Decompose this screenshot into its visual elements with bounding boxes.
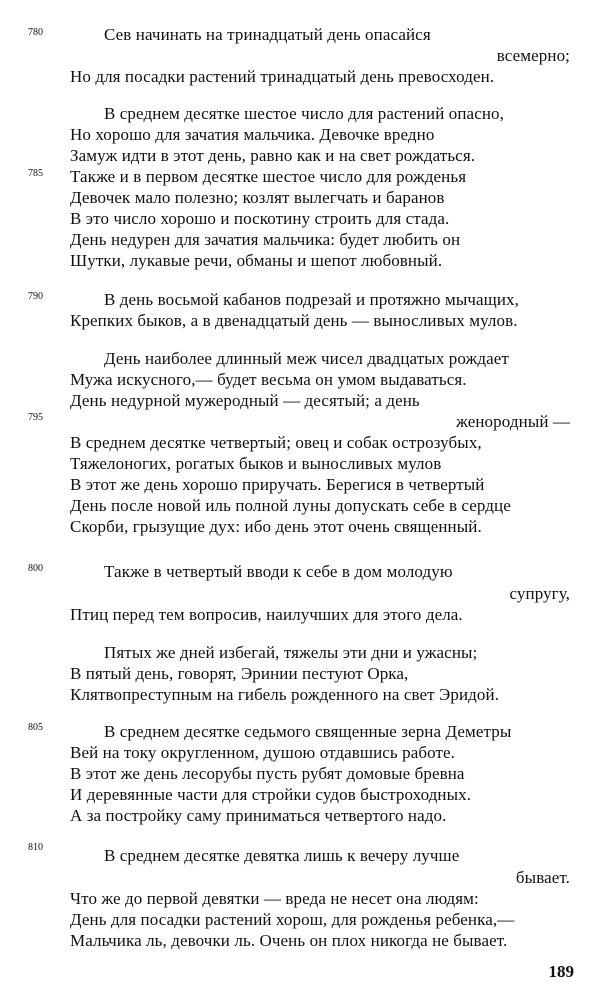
verse-line: Скорби, грызущие дух: ибо день этот очень священный.	[70, 517, 482, 536]
verse-line: Клятвопреступным на гибель рожденного на свет Эридой.	[70, 685, 500, 704]
verse-line: В среднем десятке шестое число для растений опасно,	[104, 104, 504, 123]
verse-line: супругу,	[509, 584, 570, 603]
verse-line: Пятых же дней избегай, тяжелы эти дни и ужасны;	[104, 643, 478, 662]
verse-line: всемерно;	[496, 46, 570, 65]
verse-line: Тяжелоногих, рогатых быков и выносливых мулов	[70, 454, 442, 473]
verse-line: Вей на току округленном, душою отдавшись работе.	[70, 743, 456, 762]
line-number: 810	[28, 842, 43, 853]
line-number: 780	[28, 27, 43, 38]
verse-line: Но для посадки растений тринадцатый день превосходен.	[70, 67, 495, 86]
verse-line: В это число хорошо и поскотину строить для стада.	[70, 209, 450, 228]
line-number: 785	[28, 168, 43, 179]
verse-line: Также и в первом десятке шестое число для рожденья	[70, 167, 467, 186]
verse-line: Птиц перед тем вопросив, наилучших для этого дела.	[70, 605, 463, 624]
verse-line: Крепких быков, а в двенадцатый день — выносливых мулов.	[70, 311, 518, 330]
verse-line: День недурен для зачатия мальчика: будет любить он	[70, 230, 461, 249]
verse-line: Мужа искусного,— будет весьма он умом выдаваться.	[70, 370, 467, 389]
verse-line: В среднем десятке седьмого священные зерна Деметры	[104, 722, 512, 741]
verse-line: Шутки, лукавые речи, обманы и шепот любовный.	[70, 251, 443, 270]
line-number: 800	[28, 563, 43, 574]
verse-line: женородный —	[456, 412, 570, 431]
line-number: 805	[28, 722, 43, 733]
verse-line: В пятый день, говорят, Эринии пестуют Орка,	[70, 664, 409, 683]
verse-line: Сев начинать на тринадцатый день опасайся	[104, 25, 431, 44]
verse-line: В среднем десятке девятка лишь к вечеру лучше	[104, 846, 460, 865]
verse-line: Замуж идти в этот день, равно как и на свет рождаться.	[70, 146, 476, 165]
verse-line: А за постройку саму приниматься четвертого надо.	[70, 806, 447, 825]
verse-line: День после новой иль полной луны допускать себе в сердце	[70, 496, 511, 515]
verse-line: В день восьмой кабанов подрезай и протяжно мычащих,	[104, 290, 520, 309]
verse-line: В этот же день хорошо приручать. Берегися в четвертый	[70, 475, 485, 494]
line-number: 795	[28, 412, 43, 423]
verse-line: бывает.	[515, 868, 570, 887]
page-number: 189	[548, 962, 574, 981]
verse-line: Что же до первой девятки — вреда не несет она людям:	[70, 889, 479, 908]
verse-line: День наиболее длинный меж чисел двадцатых рождает	[104, 349, 509, 368]
verse-line: Девочек мало полезно; козлят вылегчать и баранов	[70, 188, 445, 207]
verse-line: Мальчика ль, девочки ль. Очень он плох никогда не бывает.	[70, 931, 508, 950]
verse-line: День недурной мужеродный — десятый; а день	[70, 391, 420, 410]
verse-line: В этот же день лесорубы пусть рубят домовые бревна	[70, 764, 465, 783]
verse-line: В среднем десятке четвертый; овец и собак острозубых,	[70, 433, 482, 452]
verse-line: И деревянные части для стройки судов быстроходных.	[70, 785, 472, 804]
verse-line: День для посадки растений хорош, для рожденья ребенка,—	[70, 910, 515, 929]
verse-line: Но хорошо для зачатия мальчика. Девочке вредно	[70, 125, 435, 144]
verse-line: Также в четвертый вводи к себе в дом молодую	[104, 562, 453, 581]
line-number: 790	[28, 291, 43, 302]
